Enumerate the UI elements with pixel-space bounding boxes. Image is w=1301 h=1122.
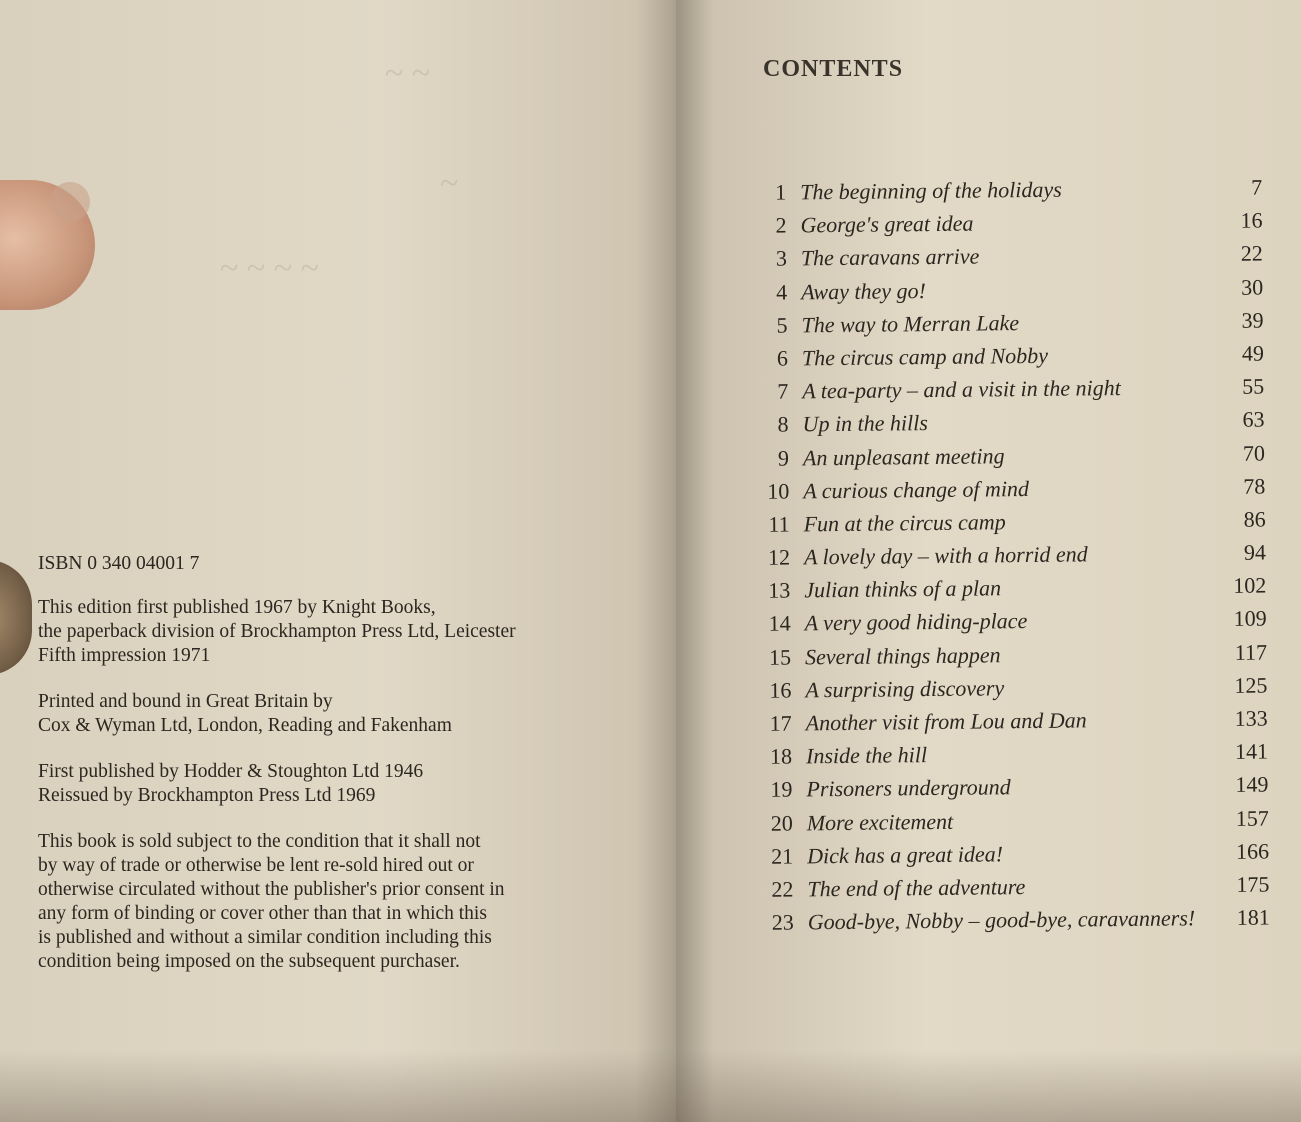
chapter-title: George's great idea bbox=[800, 210, 974, 238]
chapter-page-number: 102 bbox=[1233, 572, 1267, 599]
chapter-page-number: 109 bbox=[1233, 605, 1267, 632]
chapter-page-number: 70 bbox=[1242, 440, 1266, 466]
toc-entry bbox=[744, 336, 1264, 375]
chapter-number: 8 bbox=[777, 411, 789, 437]
toc-entry bbox=[749, 834, 1269, 873]
chapter-page-number: 125 bbox=[1234, 672, 1268, 698]
chapter-page-number: 78 bbox=[1243, 473, 1266, 499]
toc-entry bbox=[749, 801, 1269, 840]
chapter-number: 21 bbox=[770, 843, 794, 869]
sale-condition bbox=[38, 830, 598, 974]
chapter-number: 16 bbox=[769, 677, 792, 703]
chapter-title: Several things happen bbox=[804, 641, 1001, 669]
table-of-contents bbox=[742, 171, 1270, 940]
condition-line: This book is sold subject to the condition that it shall not bbox=[38, 831, 481, 852]
chapter-page-number: 30 bbox=[1241, 274, 1264, 300]
chapter-title: A tea-party – and a visit in the night bbox=[802, 375, 1121, 404]
chapter-title: A lovely day – with a horrid end bbox=[803, 541, 1088, 570]
toc-entry bbox=[747, 668, 1267, 707]
imprint-text bbox=[38, 552, 598, 996]
chapter-page-number: 86 bbox=[1243, 506, 1266, 532]
chapter-title: Another visit from Lou and Dan bbox=[805, 707, 1087, 736]
chapter-number: 3 bbox=[775, 245, 787, 272]
printer-info bbox=[38, 690, 598, 738]
show-through-mark: ~ ~ ~ ~ bbox=[220, 250, 320, 287]
chapter-title: Up in the hills bbox=[802, 410, 929, 437]
chapter-number: 19 bbox=[770, 776, 793, 803]
chapter-title: Inside the hill bbox=[805, 742, 928, 769]
chapter-page-number: 7 bbox=[1251, 174, 1263, 200]
chapter-page-number: 63 bbox=[1242, 406, 1265, 433]
edition-line: This edition first published 1967 by Knight Books, bbox=[38, 597, 436, 618]
chapter-page-number: 94 bbox=[1243, 539, 1267, 565]
condition-line: otherwise circulated without the publisher's prior consent in bbox=[38, 879, 505, 900]
chapter-number: 23 bbox=[771, 909, 794, 935]
publication-line: Reissued by Brockhampton Press Ltd 1969 bbox=[38, 785, 376, 806]
chapter-title: Julian thinks of a plan bbox=[804, 575, 1002, 603]
contents-heading: CONTENTS bbox=[763, 56, 904, 82]
printer-line: Cox & Wyman Ltd, London, Reading and Fakenham bbox=[38, 715, 452, 736]
chapter-title: A curious change of mind bbox=[803, 475, 1030, 504]
condition-line: any form of binding or cover other than that in which this bbox=[38, 903, 487, 924]
publication-info bbox=[38, 760, 598, 808]
chapter-number: 12 bbox=[767, 544, 791, 570]
toc-entry bbox=[748, 768, 1268, 807]
toc-entry bbox=[750, 901, 1270, 940]
chapter-title: Fun at the circus camp bbox=[803, 509, 1006, 537]
toc-entry bbox=[747, 635, 1267, 674]
toc-entry bbox=[747, 602, 1267, 641]
condition-line: by way of trade or otherwise be lent re-sold hired out or bbox=[38, 855, 474, 876]
chapter-number: 15 bbox=[768, 644, 792, 670]
chapter-number: 11 bbox=[768, 511, 790, 537]
toc-entry bbox=[742, 171, 1262, 210]
chapter-title: The caravans arrive bbox=[800, 243, 980, 271]
toc-entry bbox=[745, 502, 1265, 541]
chapter-page-number: 141 bbox=[1234, 738, 1269, 765]
toc-entry bbox=[749, 867, 1269, 906]
chapter-title: A very good hiding-place bbox=[804, 608, 1028, 636]
chapter-number: 13 bbox=[768, 577, 791, 603]
isbn-number: ISBN 0 340 04001 7 bbox=[38, 553, 200, 574]
toc-entry bbox=[746, 536, 1266, 575]
toc-entry bbox=[745, 469, 1265, 508]
chapter-page-number: 22 bbox=[1240, 240, 1263, 267]
chapter-number: 14 bbox=[768, 610, 791, 637]
show-through-mark: ~ bbox=[440, 165, 459, 202]
toc-entry bbox=[743, 270, 1263, 309]
chapter-number: 20 bbox=[770, 810, 793, 836]
chapter-title: An unpleasant meeting bbox=[802, 442, 1005, 470]
chapter-title: Dick has a great idea! bbox=[806, 841, 1004, 869]
chapter-title: Prisoners underground bbox=[806, 774, 1011, 802]
chapter-page-number: 181 bbox=[1236, 904, 1270, 930]
chapter-title: Away they go! bbox=[801, 277, 926, 304]
chapter-page-number: 149 bbox=[1235, 771, 1269, 798]
chapter-page-number: 133 bbox=[1234, 705, 1268, 731]
chapter-number: 17 bbox=[769, 710, 792, 736]
chapter-title: The circus camp and Nobby bbox=[801, 342, 1049, 371]
chapter-title: The end of the adventure bbox=[807, 874, 1026, 902]
chapter-title: More excitement bbox=[806, 808, 954, 835]
condition-line: is published and without a similar condition including this bbox=[38, 927, 492, 948]
chapter-number: 22 bbox=[771, 876, 794, 902]
chapter-title: The way to Merran Lake bbox=[801, 309, 1020, 338]
toc-entry bbox=[743, 303, 1263, 342]
toc-entry bbox=[744, 403, 1264, 442]
page-shadow bbox=[0, 1050, 1301, 1122]
toc-entry bbox=[742, 204, 1262, 243]
publication-line: First published by Hodder & Stoughton Ltd 1946 bbox=[38, 761, 424, 782]
printer-line: Printed and bound in Great Britain by bbox=[38, 691, 333, 712]
chapter-number: 7 bbox=[777, 378, 789, 404]
chapter-page-number: 39 bbox=[1241, 307, 1264, 333]
chapter-number: 4 bbox=[776, 279, 788, 305]
chapter-title: Good-bye, Nobby – good-bye, caravanners! bbox=[807, 905, 1196, 935]
edition-info bbox=[38, 596, 598, 668]
chapter-page-number: 175 bbox=[1236, 871, 1270, 897]
edition-line: Fifth impression 1971 bbox=[38, 645, 211, 666]
condition-line: condition being imposed on the subsequent purchaser. bbox=[38, 951, 460, 972]
show-through-mark: ~ ~ bbox=[385, 55, 431, 92]
chapter-page-number: 49 bbox=[1241, 340, 1265, 366]
chapter-page-number: 55 bbox=[1242, 373, 1265, 399]
toc-entry bbox=[744, 370, 1264, 409]
chapter-title: A surprising discovery bbox=[805, 675, 1005, 703]
toc-entry bbox=[748, 735, 1268, 774]
toc-entry bbox=[748, 702, 1268, 741]
fingernail bbox=[50, 182, 90, 222]
chapter-page-number: 166 bbox=[1235, 838, 1270, 864]
edition-line: the paperback division of Brockhampton Press Ltd, Leicester bbox=[38, 621, 516, 642]
toc-entry bbox=[743, 237, 1263, 276]
chapter-page-number: 117 bbox=[1234, 639, 1268, 665]
chapter-page-number: 16 bbox=[1240, 207, 1263, 233]
toc-entry bbox=[745, 436, 1265, 475]
chapter-number: 18 bbox=[769, 743, 793, 769]
chapter-number: 1 bbox=[775, 179, 787, 205]
chapter-number: 2 bbox=[775, 212, 787, 238]
chapter-page-number: 157 bbox=[1235, 805, 1269, 831]
chapter-title: The beginning of the holidays bbox=[800, 176, 1062, 205]
chapter-number: 5 bbox=[776, 312, 788, 338]
chapter-number: 6 bbox=[776, 345, 789, 371]
chapter-number: 10 bbox=[767, 478, 790, 504]
chapter-number: 9 bbox=[777, 445, 790, 471]
toc-entry bbox=[746, 569, 1266, 608]
